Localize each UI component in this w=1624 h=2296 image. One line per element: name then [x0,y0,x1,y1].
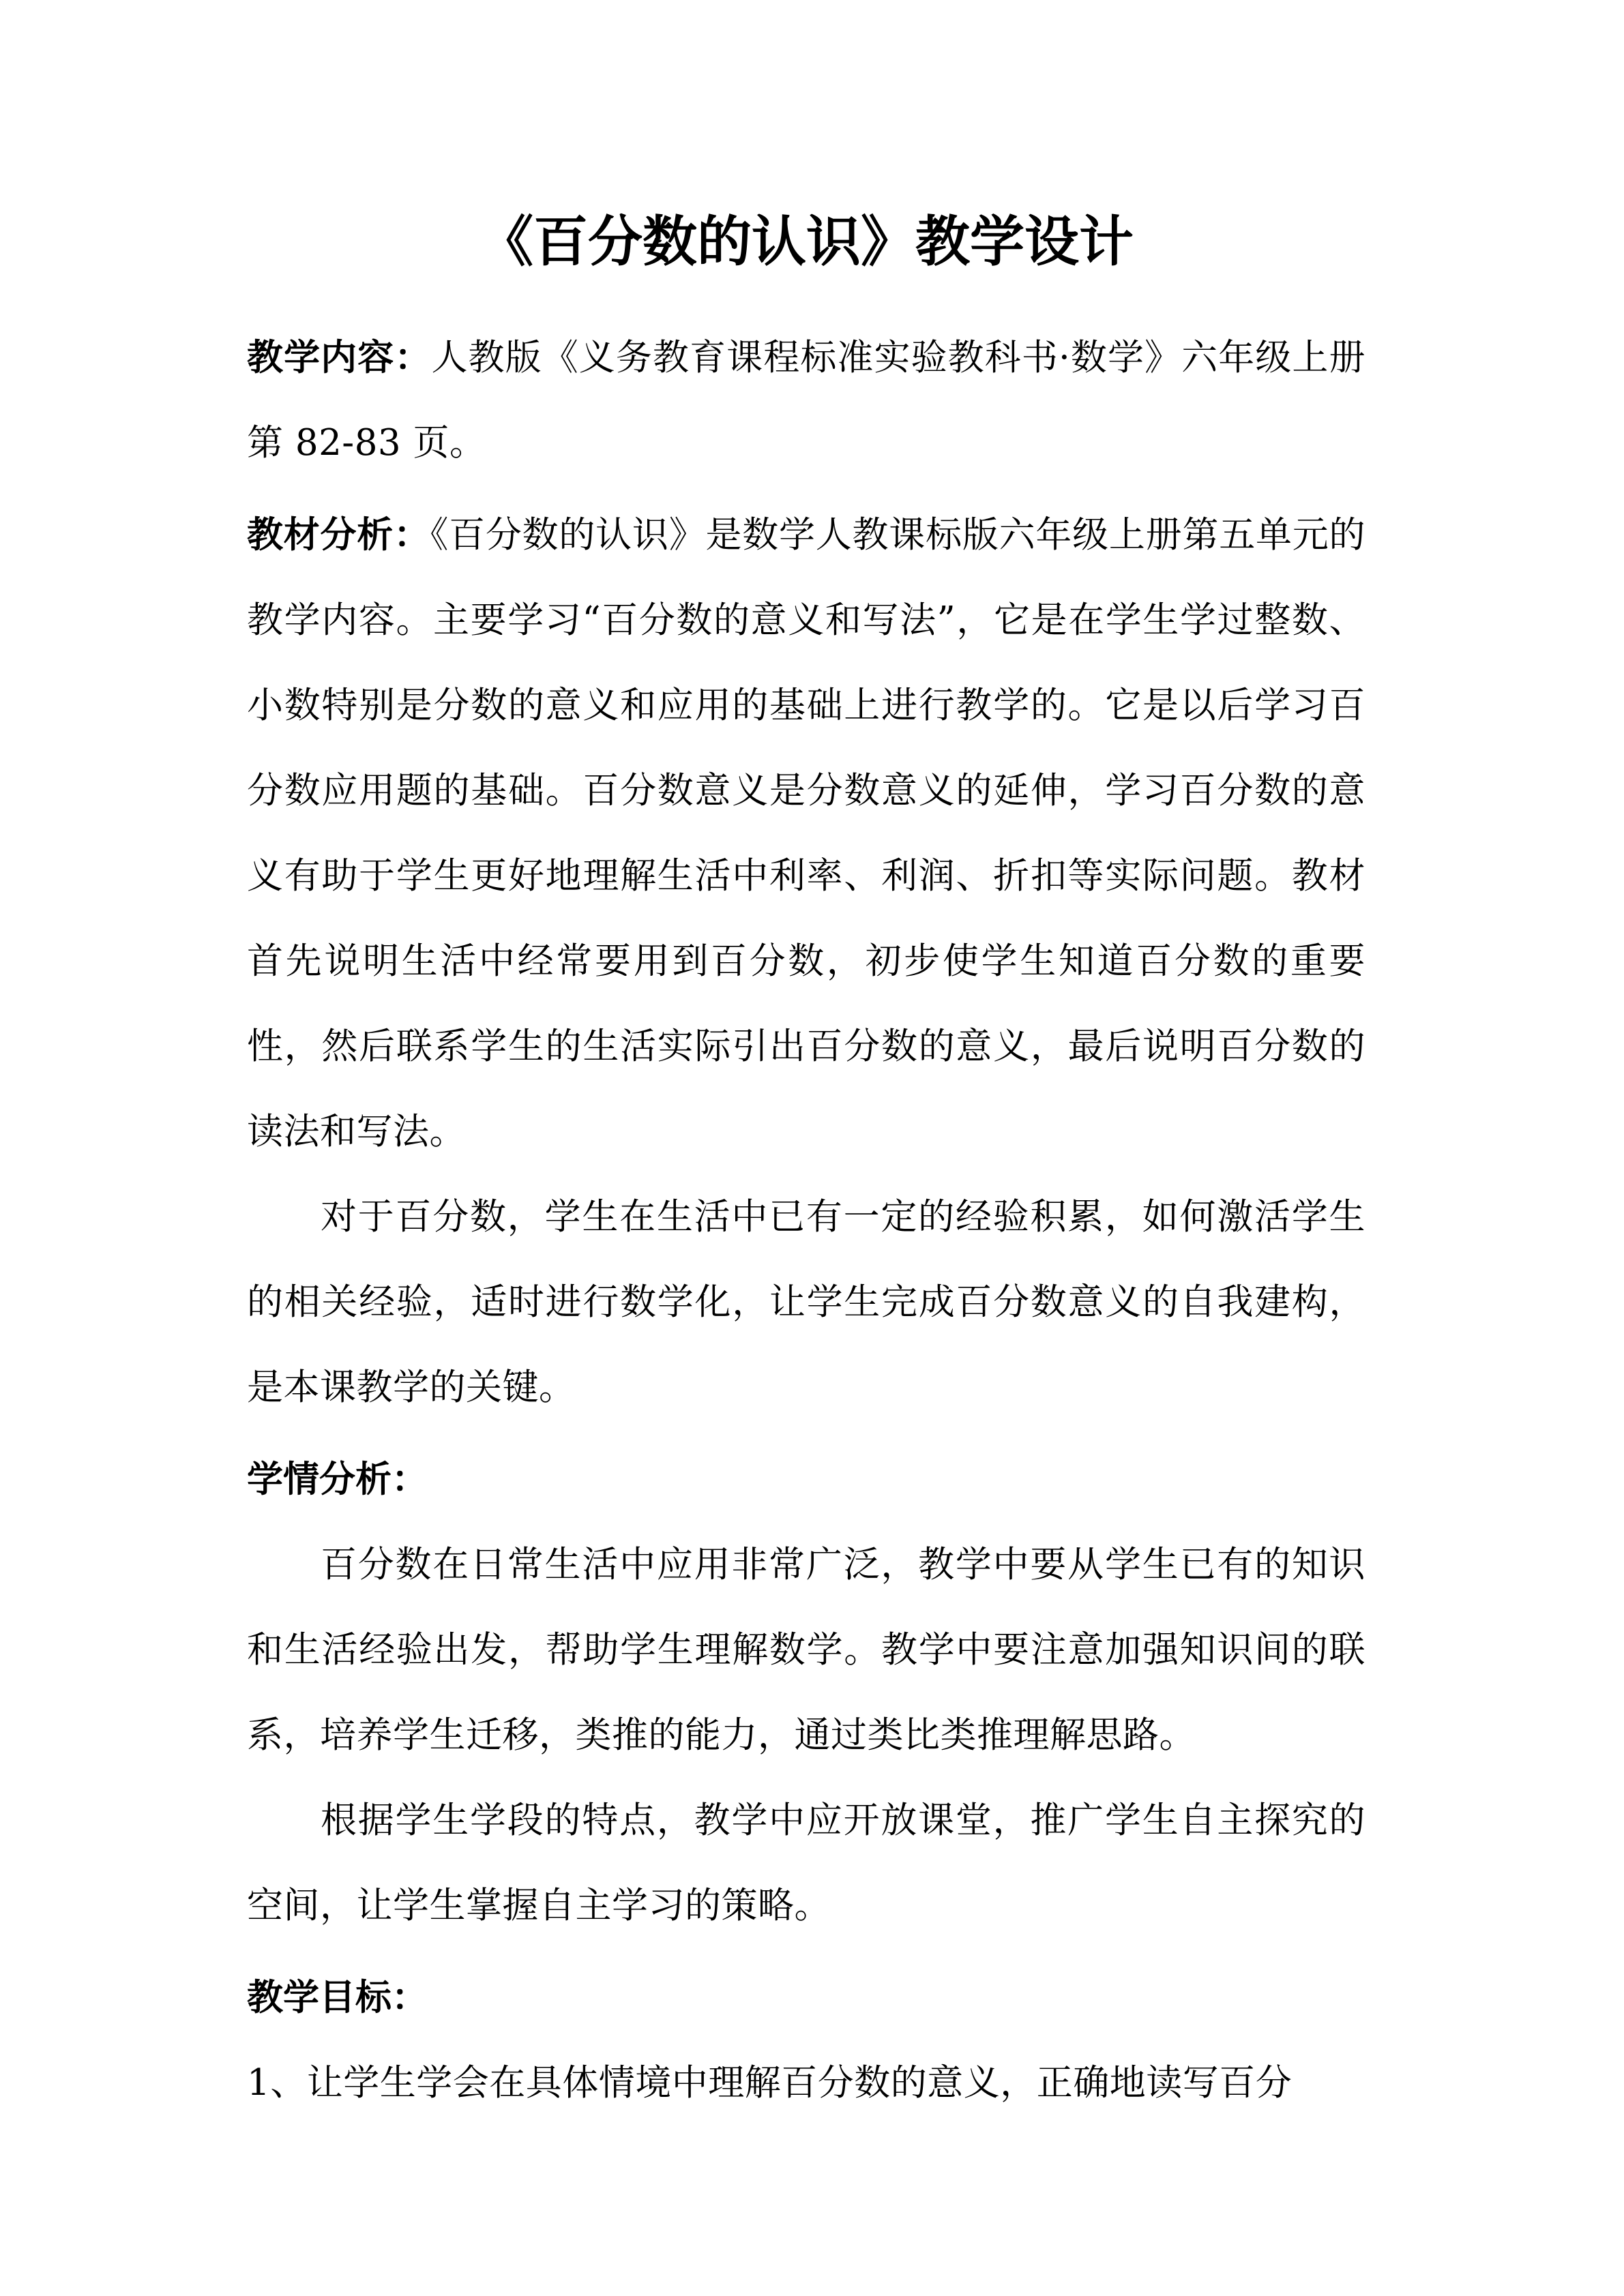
teaching-goals-heading: 教学目标： [247,1977,428,2018]
student-analysis-paragraph-1: 百分数在日常生活中应用非常广泛，教学中要从学生已有的知识和生活经验出发，帮助学生理解数学。教学中要注意加强知识间的联系，培养学生迁移，类推的能力，通过类比类推理解思路。 [247,1544,1365,1756]
student-analysis-paragraph-2: 根据学生学段的特点，教学中应开放课堂，推广学生自主探究的空间，让学生掌握自主学习的策略。 [247,1800,1365,1926]
teaching-goal-item-1: 1、让学生学会在具体情境中理解百分数的意义，正确地读写百分 [247,2062,1293,2104]
document-body [247,198,1365,2132]
textbook-analysis-label: 教材分析： [247,514,430,556]
document-title: 《百分数的认识》教学设计 [479,210,1134,273]
student-analysis-heading: 学情分析： [247,1459,428,1500]
textbook-analysis-paragraph [247,492,1365,1174]
section-teaching-content [247,315,1365,486]
teaching-content-paragraph [247,315,1365,486]
textbook-analysis-paragraph-2: 对于百分数，学生在生活中已有一定的经验积累，如何激活学生的相关经验，适时进行数学化，让学生完成百分数意义的自我建构，是本课教学的关键。 [247,1196,1365,1408]
section-teaching-goals [247,1955,1365,2126]
section-textbook-analysis [247,492,1365,1430]
teaching-content-text: 人教版《义务教育课程标准实验教科书·数学》六年级上册第 82-83 页。 [247,337,1366,464]
teaching-content-label: 教学内容： [247,337,432,378]
section-student-analysis [247,1437,1365,1948]
textbook-analysis-text: 《百分数的认识》是数学人教课标版六年级上册第五单元的教学内容。主要学习“百分数的意义和写法”，它是在学生学过整数、小数特别是分数的意义和应用的基础上进行教学的。它是以后学习百分数应用题的基础。百分数意义是分数意义的延伸，学习百分数的意义有助于学生更好地理解生活中利率、利润、折扣等实际问题。教材首先说明生活中经常要用到百分数，初步使学生知道百分数的重要性，然后联系学生的生活实际引出百分数的意义，最后说明百分数的读法和写法。 [247,514,1366,1152]
